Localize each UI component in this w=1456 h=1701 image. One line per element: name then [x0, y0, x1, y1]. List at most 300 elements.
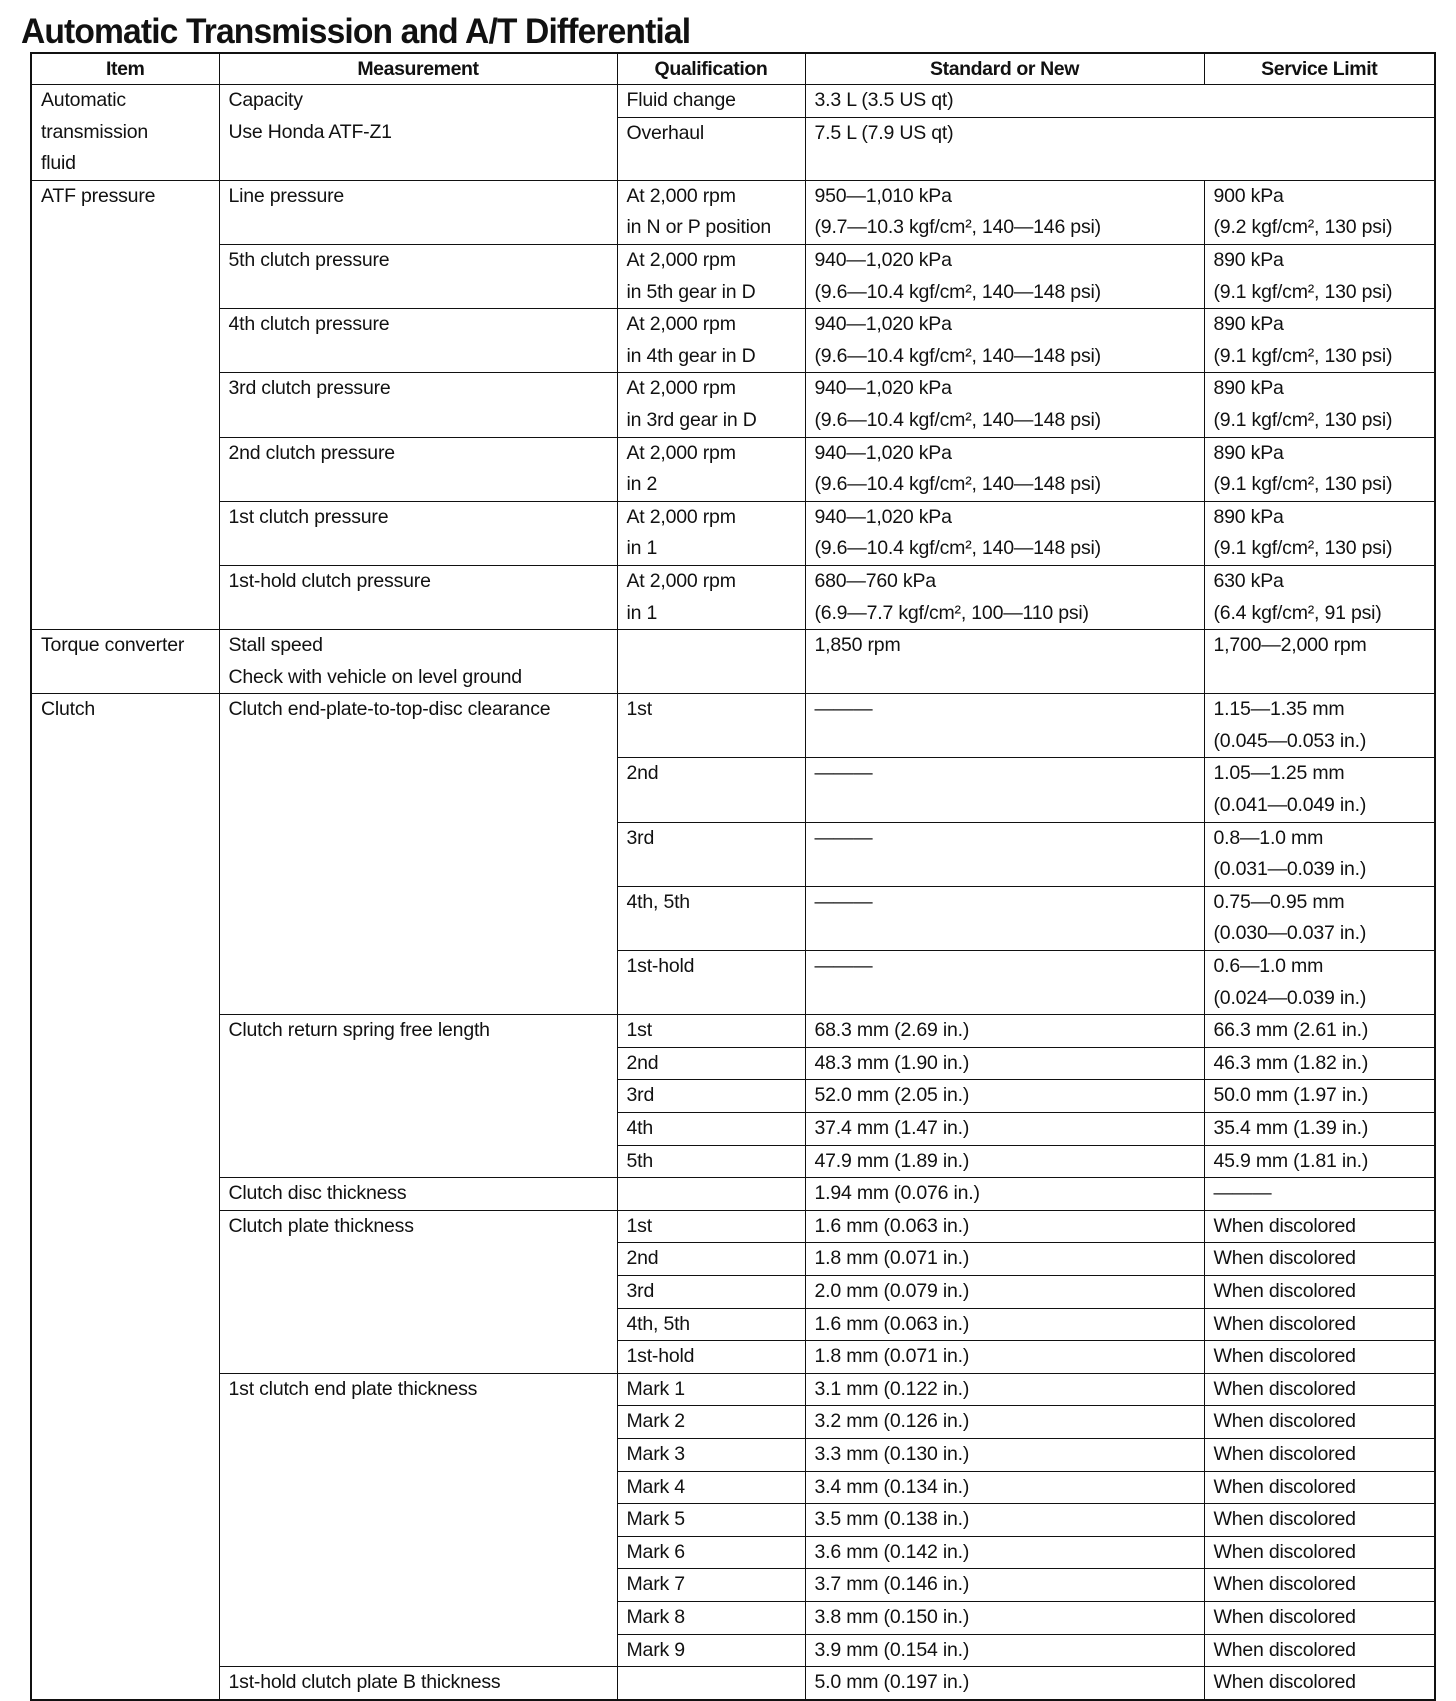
service-limit-cell: [1204, 1275, 1435, 1308]
qualification-cell: [617, 437, 805, 501]
qualification-cell-text: Mark 3: [626, 1442, 685, 1465]
service-limit-cell: [1204, 1113, 1435, 1146]
measurement-cell: [219, 501, 617, 565]
standard-cell-text: 5.0 mm (0.197 in.): [814, 1671, 970, 1694]
spec-table-body: [31, 85, 1435, 1700]
qualification-cell: [617, 1634, 805, 1667]
standard-cell-text: (9.6—10.4 kgf/cm², 140—148 psi): [814, 537, 1101, 560]
qualification-cell-text: 4th, 5th: [626, 1312, 690, 1335]
service-limit-cell-text: 890 kPa: [1213, 248, 1284, 271]
standard-cell-text: 1.94 mm (0.076 in.): [814, 1182, 980, 1205]
service-limit-cell-text: 45.9 mm (1.81 in.): [1213, 1149, 1369, 1172]
standard-cell-text: 3.7 mm (0.146 in.): [814, 1573, 970, 1596]
measurement-cell: [219, 630, 617, 694]
qualification-cell: [617, 758, 805, 822]
qualification-cell-text: 4th: [626, 1117, 654, 1139]
table-row: [31, 694, 1435, 758]
item-cell-text: Torque converter: [41, 634, 185, 657]
qualification-cell: [617, 1536, 805, 1569]
standard-cell: [805, 1015, 1204, 1048]
standard-cell-text: 3.5 mm (0.138 in.): [814, 1508, 970, 1531]
table-row: [31, 244, 1435, 308]
standard-cell: [805, 1178, 1204, 1211]
measurement-cell: [219, 1373, 617, 1666]
table-row: [31, 1210, 1435, 1243]
table-row: [31, 85, 1435, 118]
standard-cell-text: 1.6 mm (0.063 in.): [814, 1214, 970, 1237]
standard-cell-text: ———: [814, 955, 873, 978]
qualification-cell-text: Mark 8: [626, 1605, 685, 1628]
table-row: [31, 1667, 1435, 1700]
qualification-cell-text: 3rd: [626, 826, 655, 849]
standard-cell-text: (9.6—10.4 kgf/cm², 140—148 psi): [814, 473, 1101, 496]
measurement-cell: [219, 373, 617, 437]
service-limit-cell-text: 900 kPa: [1213, 184, 1284, 207]
service-limit-cell-text: When discolored: [1213, 1377, 1356, 1400]
service-limit-cell: [1204, 1145, 1435, 1178]
qualification-cell: [617, 1113, 805, 1146]
measurement-cell-text: Clutch end-plate-to-top-disc clearance: [228, 698, 551, 721]
qualification-cell: [617, 565, 805, 629]
service-limit-cell-text: When discolored: [1213, 1410, 1356, 1433]
header-item: Item: [31, 53, 219, 85]
service-limit-cell-text: When discolored: [1213, 1508, 1356, 1531]
service-limit-cell: [1204, 1373, 1435, 1406]
standard-cell: [805, 1145, 1204, 1178]
standard-cell: [805, 1243, 1204, 1276]
standard-cell: [805, 1080, 1204, 1113]
service-limit-cell: [1204, 1308, 1435, 1341]
qualification-cell-text: 4th, 5th: [626, 890, 690, 913]
table-row: [31, 630, 1435, 694]
standard-cell-text: 3.9 mm (0.154 in.): [814, 1638, 970, 1661]
service-limit-cell-text: 46.3 mm (1.82 in.): [1213, 1051, 1369, 1074]
standard-cell-text: 680—760 kPa: [814, 569, 936, 592]
qualification-cell-text: in 3rd gear in D: [626, 408, 757, 431]
item-cell-text: fluid: [41, 152, 76, 175]
table-row: [31, 437, 1435, 501]
standard-cell: [805, 180, 1204, 244]
qualification-cell: [617, 1438, 805, 1471]
standard-cell-text: 68.3 mm (2.69 in.): [814, 1019, 970, 1042]
measurement-cell: [219, 244, 617, 308]
standard-cell: [805, 1275, 1204, 1308]
service-limit-cell-text: (0.041—0.049 in.): [1213, 794, 1367, 817]
qualification-cell-text: 2nd: [626, 1051, 659, 1074]
qualification-cell: [617, 117, 805, 180]
qualification-cell: [617, 1178, 805, 1211]
service-limit-cell-text: ———: [1213, 1182, 1272, 1205]
standard-cell: [805, 1113, 1204, 1146]
qualification-cell-text: Mark 6: [626, 1540, 685, 1563]
standard-cell: [805, 758, 1204, 822]
table-row: [31, 1015, 1435, 1048]
service-limit-cell-text: 890 kPa: [1213, 377, 1284, 400]
measurement-cell: [219, 694, 617, 1015]
service-limit-cell-text: (9.2 kgf/cm², 130 psi): [1213, 216, 1393, 239]
service-limit-cell: [1204, 1178, 1435, 1211]
qualification-cell-text: At 2,000 rpm: [626, 505, 736, 528]
item-cell: [31, 85, 219, 181]
standard-cell: [805, 1667, 1204, 1700]
service-limit-cell-text: When discolored: [1213, 1247, 1356, 1270]
service-limit-cell-text: 0.6—1.0 mm: [1213, 955, 1324, 978]
standard-cell-text: 1.8 mm (0.071 in.): [814, 1247, 970, 1270]
table-row: [31, 1178, 1435, 1211]
standard-cell: [805, 1341, 1204, 1374]
qualification-cell: [617, 180, 805, 244]
table-row: [31, 565, 1435, 629]
measurement-cell-text: Clutch return spring free length: [228, 1019, 490, 1042]
qualification-cell-text: in 5th gear in D: [626, 280, 756, 303]
measurement-cell: [219, 1210, 617, 1373]
standard-cell-text: (9.6—10.4 kgf/cm², 140—148 psi): [814, 408, 1101, 431]
standard-cell: [805, 1471, 1204, 1504]
measurement-cell-text: Line pressure: [228, 184, 345, 207]
measurement-cell: [219, 85, 617, 181]
standard-cell: [805, 85, 1435, 118]
standard-cell: [805, 244, 1204, 308]
standard-cell: [805, 309, 1204, 373]
service-limit-cell: [1204, 1536, 1435, 1569]
service-limit-cell-text: When discolored: [1213, 1345, 1356, 1368]
measurement-cell: [219, 180, 617, 244]
qualification-cell: [617, 1308, 805, 1341]
service-limit-cell-text: 0.75—0.95 mm: [1213, 890, 1345, 913]
measurement-cell: [219, 565, 617, 629]
standard-cell: [805, 1406, 1204, 1439]
service-limit-cell-text: 630 kPa: [1213, 569, 1284, 592]
qualification-cell-text: 1st: [626, 1019, 652, 1042]
service-limit-cell-text: 1.05—1.25 mm: [1213, 762, 1345, 785]
standard-cell: [805, 822, 1204, 886]
service-limit-cell-text: 1.15—1.35 mm: [1213, 698, 1345, 721]
qualification-cell: [617, 1210, 805, 1243]
standard-cell-text: 3.8 mm (0.150 in.): [814, 1605, 970, 1628]
service-limit-cell-text: When discolored: [1213, 1279, 1356, 1302]
qualification-cell: [617, 1080, 805, 1113]
qualification-cell: [617, 1145, 805, 1178]
qualification-cell: [617, 630, 805, 694]
standard-cell-text: 3.3 mm (0.130 in.): [814, 1442, 970, 1465]
service-limit-cell-text: When discolored: [1213, 1540, 1356, 1563]
table-row: [31, 309, 1435, 373]
service-limit-cell: [1204, 244, 1435, 308]
item-cell-text: transmission: [41, 120, 149, 143]
qualification-cell: [617, 1406, 805, 1439]
service-limit-cell-text: 0.8—1.0 mm: [1213, 826, 1324, 849]
item-cell: [31, 180, 219, 629]
standard-cell: [805, 373, 1204, 437]
standard-cell-text: 1.6 mm (0.063 in.): [814, 1312, 970, 1335]
service-limit-cell: [1204, 1047, 1435, 1080]
measurement-cell-text: 1st-hold clutch plate B thickness: [228, 1671, 501, 1694]
standard-cell: [805, 1569, 1204, 1602]
standard-cell: [805, 1438, 1204, 1471]
qualification-cell: [617, 1601, 805, 1634]
spec-table: [30, 52, 1436, 1701]
service-limit-cell: [1204, 1504, 1435, 1537]
qualification-cell-text: Mark 2: [626, 1410, 685, 1433]
service-limit-cell: [1204, 1210, 1435, 1243]
measurement-cell-text: 1st clutch end plate thickness: [228, 1377, 478, 1400]
item-cell-text: ATF pressure: [41, 184, 156, 207]
standard-cell-text: 940—1,020 kPa: [814, 441, 952, 464]
standard-cell: [805, 694, 1204, 758]
measurement-cell-text: Use Honda ATF-Z1: [228, 120, 392, 143]
measurement-cell-text: Capacity: [228, 89, 303, 111]
qualification-cell-text: Mark 7: [626, 1573, 685, 1596]
qualification-cell-text: Overhaul: [626, 121, 705, 144]
qualification-cell-text: in 2: [626, 473, 658, 496]
qualification-cell-text: 1st-hold: [626, 1345, 695, 1368]
service-limit-cell-text: (6.4 kgf/cm², 91 psi): [1213, 601, 1382, 624]
qualification-cell-text: At 2,000 rpm: [626, 313, 736, 336]
table-row: [31, 1373, 1435, 1406]
qualification-cell-text: At 2,000 rpm: [626, 248, 736, 271]
standard-cell-text: 1.8 mm (0.071 in.): [814, 1345, 970, 1368]
service-limit-cell-text: (0.024—0.039 in.): [1213, 986, 1367, 1009]
measurement-cell: [219, 437, 617, 501]
service-limit-cell-text: 890 kPa: [1213, 505, 1284, 528]
measurement-cell: [219, 1015, 617, 1178]
qualification-cell-text: Mark 1: [626, 1377, 685, 1400]
service-limit-cell-text: When discolored: [1213, 1442, 1356, 1465]
standard-cell-text: ———: [814, 826, 873, 849]
header-qualification: Qualification: [617, 53, 805, 85]
qualification-cell: [617, 1667, 805, 1700]
service-limit-cell: [1204, 1601, 1435, 1634]
standard-cell: [805, 1308, 1204, 1341]
qualification-cell-text: in 4th gear in D: [626, 344, 756, 367]
standard-cell-text: 3.6 mm (0.142 in.): [814, 1540, 970, 1563]
qualification-cell-text: in 1: [626, 601, 658, 624]
service-limit-cell-text: 890 kPa: [1213, 441, 1284, 464]
service-limit-cell-text: 66.3 mm (2.61 in.): [1213, 1019, 1369, 1042]
service-limit-cell: [1204, 180, 1435, 244]
measurement-cell-text: Clutch disc thickness: [228, 1182, 407, 1205]
measurement-cell: [219, 1178, 617, 1211]
standard-cell-text: 940—1,020 kPa: [814, 313, 952, 336]
standard-cell-text: ———: [814, 762, 873, 785]
measurement-cell-text: 2nd clutch pressure: [228, 441, 395, 464]
standard-cell: [805, 117, 1435, 180]
service-limit-cell-text: (9.1 kgf/cm², 130 psi): [1213, 344, 1393, 367]
service-limit-cell: [1204, 565, 1435, 629]
service-limit-cell-text: When discolored: [1213, 1475, 1356, 1498]
header-service-limit: Service Limit: [1204, 53, 1435, 85]
service-limit-cell: [1204, 886, 1435, 950]
qualification-cell: [617, 1341, 805, 1374]
qualification-cell: [617, 85, 805, 118]
service-limit-cell: [1204, 1667, 1435, 1700]
qualification-cell-text: Mark 4: [626, 1475, 685, 1498]
service-limit-cell-text: When discolored: [1213, 1573, 1356, 1596]
measurement-cell-text: 4th clutch pressure: [228, 313, 390, 336]
standard-cell: [805, 1210, 1204, 1243]
service-limit-cell-text: When discolored: [1213, 1671, 1356, 1694]
standard-cell-text: 3.4 mm (0.134 in.): [814, 1475, 970, 1498]
qualification-cell: [617, 501, 805, 565]
qualification-cell: [617, 886, 805, 950]
service-limit-cell-text: When discolored: [1213, 1214, 1356, 1237]
standard-cell-text: (9.7—10.3 kgf/cm², 140—146 psi): [814, 216, 1101, 239]
standard-cell-text: (9.6—10.4 kgf/cm², 140—148 psi): [814, 344, 1101, 367]
service-limit-cell: [1204, 373, 1435, 437]
service-limit-cell: [1204, 630, 1435, 694]
service-limit-cell-text: (0.045—0.053 in.): [1213, 729, 1367, 752]
standard-cell: [805, 630, 1204, 694]
standard-cell: [805, 437, 1204, 501]
standard-cell: [805, 1047, 1204, 1080]
standard-cell-text: ———: [814, 698, 873, 721]
service-limit-cell: [1204, 1243, 1435, 1276]
standard-cell-text: 52.0 mm (2.05 in.): [814, 1084, 970, 1107]
service-limit-cell-text: 35.4 mm (1.39 in.): [1213, 1117, 1369, 1139]
standard-cell-text: 950—1,010 kPa: [814, 184, 952, 207]
standard-cell-text: 48.3 mm (1.90 in.): [814, 1051, 970, 1074]
qualification-cell-text: in N or P position: [626, 216, 772, 239]
service-limit-cell-text: 890 kPa: [1213, 313, 1284, 336]
service-limit-cell-text: (9.1 kgf/cm², 130 psi): [1213, 280, 1393, 303]
standard-cell-text: 940—1,020 kPa: [814, 248, 952, 271]
qualification-cell: [617, 694, 805, 758]
table-row: [31, 501, 1435, 565]
qualification-cell: [617, 1015, 805, 1048]
service-limit-cell: [1204, 951, 1435, 1015]
service-limit-cell-text: 1,700—2,000 rpm: [1213, 634, 1367, 657]
qualification-cell-text: Mark 5: [626, 1508, 685, 1531]
service-limit-cell: [1204, 309, 1435, 373]
header-measurement: Measurement: [219, 53, 617, 85]
qualification-cell: [617, 822, 805, 886]
measurement-cell-text: 1st clutch pressure: [228, 505, 389, 528]
service-limit-cell: [1204, 501, 1435, 565]
service-limit-cell: [1204, 1438, 1435, 1471]
service-limit-cell-text: When discolored: [1213, 1638, 1356, 1661]
qualification-cell: [617, 1243, 805, 1276]
qualification-cell: [617, 1569, 805, 1602]
service-limit-cell: [1204, 694, 1435, 758]
service-limit-cell: [1204, 1406, 1435, 1439]
header-standard: Standard or New: [805, 53, 1204, 85]
standard-cell-text: (9.6—10.4 kgf/cm², 140—148 psi): [814, 280, 1101, 303]
item-cell-text: Automatic: [41, 89, 126, 111]
qualification-cell-text: 1st: [626, 698, 652, 721]
header-row: [31, 53, 1435, 85]
service-limit-cell-text: When discolored: [1213, 1312, 1356, 1335]
standard-cell: [805, 1373, 1204, 1406]
measurement-cell-text: 5th clutch pressure: [228, 248, 390, 271]
qualification-cell: [617, 1047, 805, 1080]
standard-cell: [805, 1536, 1204, 1569]
qualification-cell-text: 1st: [626, 1214, 652, 1237]
qualification-cell-text: 5th: [626, 1149, 654, 1172]
service-limit-cell-text: 50.0 mm (1.97 in.): [1213, 1084, 1369, 1107]
item-cell-text: Clutch: [41, 698, 96, 721]
qualification-cell-text: 3rd: [626, 1084, 655, 1107]
standard-cell-text: 940—1,020 kPa: [814, 377, 952, 400]
standard-cell-text: 7.5 L (7.9 US qt): [814, 121, 954, 144]
service-limit-cell-text: (0.031—0.039 in.): [1213, 858, 1367, 881]
standard-cell-text: 1,850 rpm: [814, 634, 901, 657]
standard-cell-text: 37.4 mm (1.47 in.): [814, 1117, 970, 1139]
page-title: Automatic Transmission and A/T Differential: [21, 12, 691, 51]
service-limit-cell: [1204, 1634, 1435, 1667]
service-limit-cell: [1204, 1471, 1435, 1504]
service-limit-cell: [1204, 1080, 1435, 1113]
table-row: [31, 180, 1435, 244]
qualification-cell: [617, 951, 805, 1015]
service-limit-cell: [1204, 758, 1435, 822]
standard-cell-text: 3.2 mm (0.126 in.): [814, 1410, 970, 1433]
standard-cell: [805, 886, 1204, 950]
qualification-cell-text: Mark 9: [626, 1638, 685, 1661]
service-limit-cell-text: (0.030—0.037 in.): [1213, 922, 1367, 945]
standard-cell: [805, 951, 1204, 1015]
service-limit-cell: [1204, 822, 1435, 886]
standard-cell-text: 3.3 L (3.5 US qt): [814, 89, 954, 111]
standard-cell: [805, 1601, 1204, 1634]
service-limit-cell-text: (9.1 kgf/cm², 130 psi): [1213, 473, 1393, 496]
service-limit-cell-text: (9.1 kgf/cm², 130 psi): [1213, 408, 1393, 431]
standard-cell-text: 3.1 mm (0.122 in.): [814, 1377, 970, 1400]
qualification-cell: [617, 1471, 805, 1504]
standard-cell: [805, 1634, 1204, 1667]
service-limit-cell: [1204, 437, 1435, 501]
item-cell: [31, 630, 219, 694]
qualification-cell-text: At 2,000 rpm: [626, 569, 736, 592]
qualification-cell-text: 3rd: [626, 1279, 655, 1302]
qualification-cell: [617, 309, 805, 373]
standard-cell: [805, 565, 1204, 629]
qualification-cell-text: 2nd: [626, 1247, 659, 1270]
measurement-cell-text: 3rd clutch pressure: [228, 377, 391, 400]
measurement-cell: [219, 309, 617, 373]
qualification-cell: [617, 1373, 805, 1406]
standard-cell: [805, 1504, 1204, 1537]
standard-cell-text: 940—1,020 kPa: [814, 505, 952, 528]
table-row: [31, 373, 1435, 437]
service-limit-cell-text: When discolored: [1213, 1605, 1356, 1628]
service-limit-cell: [1204, 1341, 1435, 1374]
standard-cell-text: (6.9—7.7 kgf/cm², 100—110 psi): [814, 601, 1089, 624]
service-limit-cell: [1204, 1569, 1435, 1602]
qualification-cell-text: 2nd: [626, 762, 659, 785]
qualification-cell-text: At 2,000 rpm: [626, 377, 736, 400]
qualification-cell-text: At 2,000 rpm: [626, 441, 736, 464]
qualification-cell: [617, 244, 805, 308]
qualification-cell-text: 1st-hold: [626, 955, 695, 978]
qualification-cell-text: At 2,000 rpm: [626, 184, 736, 207]
service-limit-cell: [1204, 1015, 1435, 1048]
qualification-cell: [617, 1275, 805, 1308]
measurement-cell-text: 1st-hold clutch pressure: [228, 569, 431, 592]
measurement-cell-text: Check with vehicle on level ground: [228, 665, 522, 688]
qualification-cell-text: Fluid change: [626, 89, 736, 111]
measurement-cell-text: Clutch plate thickness: [228, 1214, 414, 1237]
service-limit-cell-text: (9.1 kgf/cm², 130 psi): [1213, 537, 1393, 560]
item-cell: [31, 694, 219, 1700]
standard-cell-text: 2.0 mm (0.079 in.): [814, 1279, 970, 1302]
qualification-cell: [617, 373, 805, 437]
measurement-cell-text: Stall speed: [228, 634, 323, 657]
qualification-cell-text: in 1: [626, 537, 658, 560]
measurement-cell: [219, 1667, 617, 1700]
standard-cell: [805, 501, 1204, 565]
qualification-cell: [617, 1504, 805, 1537]
standard-cell-text: ———: [814, 890, 873, 913]
